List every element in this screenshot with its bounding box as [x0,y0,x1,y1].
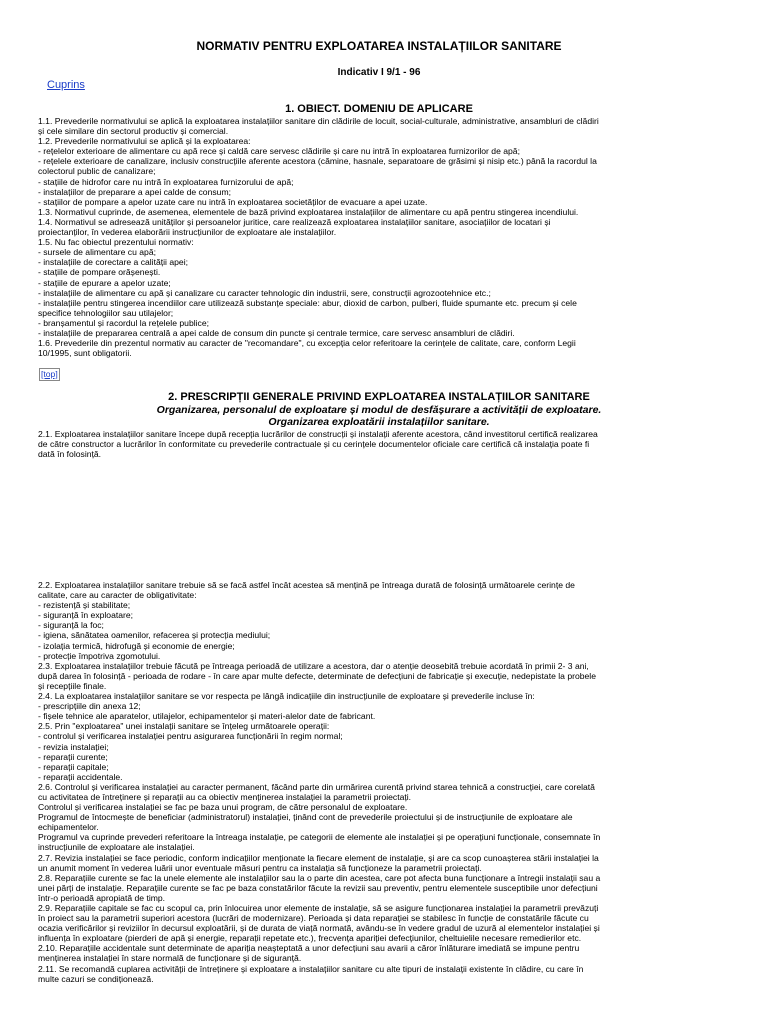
text-line: - reparații capitale; [38,761,109,772]
text-line: 2.6. Controlul și verificarea instalației au caracter permanent, făcând parte din urmărirea curentă privind starea tehnică a construcției, care corelată [38,781,595,792]
text-line: calitate, care au caracter de obligativitate: [38,590,197,601]
text-line: - izolația termică, hidrofugă și economie de energie; [38,640,235,651]
document-indicativ: Indicativ I 9/1 - 96 [337,67,421,78]
section-2-subheading-1: Organizarea, personalul de exploatare și modul de desfășurare a activității de exploatare. [156,404,602,416]
text-line: - instalațiilor de preparare a apei calde de consum; [38,186,231,197]
top-link[interactable]: [top] [41,369,58,379]
text-line: ocazia verificărilor și reviziilor în decursul exploatării, și de durata de viață normată, avându-se în vedere gradul de uzură al elementelor instalației și [38,923,600,934]
text-line: - siguranță în exploatare; [38,610,134,621]
text-line: - prescripțiile din anexa 12; [38,701,141,712]
text-line: 1.4. Normativul se adresează unităților și persoanelor juritice, care realizează exploatarea instalațiilor sanitare, asociațiilor de locatari și [38,216,551,227]
text-line: 2.5. Prin "exploatarea" unei instalații sanitare se înțeleg următoarele operații: [38,721,330,732]
text-line: 1.3. Normativul cuprinde, de asemenea, elementele de bază privind exploatarea instalațiilor de alimentare cu apă pentru stingerea incendiului. [38,206,579,217]
text-line: - rezistență și stabilitate; [38,600,131,611]
text-line: - reparații accidentale. [38,771,123,782]
text-line: multe cazuri se condiționează. [38,973,154,984]
text-line: un anumit moment în vederea luării unor eventuale măsuri pentru ca instalația să funcționeze la parametrii proiectați. [38,862,482,873]
text-line: Controlul și verificarea instalației se fac pe baza unui program, de către personalul de exploatare. [38,802,408,813]
text-line: influența în exploatare (pierderi de apă și energie, reparații repetate etc.), frecvența apariției defecțiunilor, cheltuielile necesare remedierilor etc. [38,933,582,944]
text-line: - revizia instalației; [38,741,109,752]
text-line: - siguranță la foc; [38,620,104,631]
text-line: - stațiile de epurare a apelor uzate; [38,277,171,288]
text-line: 1.2. Prevederile normativului se aplică și la exploatarea: [38,136,251,147]
section-2-heading: 2. PRESCRIPȚII GENERALE PRIVIND EXPLOATAREA INSTALAȚIILOR SANITARE [168,391,590,403]
text-line: menținerea instalației în stare normală de funcționare și de siguranță. [38,953,302,964]
text-line: - rețelele exterioare de canalizare, inclusiv construcțiile aferente acestora (cămine, hasnale, separatoare de grăsimi și nisip etc.) până la racordul la [38,156,597,167]
text-line: într-o perioadă apropiată de timp. [38,892,166,903]
text-line: - branșamentul și racordul la rețelele publice; [38,317,210,328]
text-line: 2.2. Exploatarea instalațiilor sanitare trebuie să se facă astfel încât acestea să mențină pe întreaga durată de folosință următoarele cerințe de [38,580,575,590]
text-line: 1.5. Nu fac obiectul prezentului normativ: [38,237,194,248]
text-line: 1.6. Prevederile din prezentul normativ au caracter de "recomandare", cu excepția celor referitoare la cerințele de calitate, care, conform Legii [38,338,576,349]
text-line: - stațiile de hidrofor care nu intră în exploatarea furnizorului de apă; [38,176,294,187]
text-line: - instalațiile de prepararea centrală a apei calde de consum din puncte și centrale termice, care servesc ansambluri de clădiri. [38,327,515,338]
text-line: - stațiilor de pompare a apelor uzate care nu intră în exploatarea societăților de evacuare a apei uzate. [38,196,428,207]
text-line: Programul de întocmește de beneficiar (administratorul) instalației, ținând cont de prevederile proiectului și de instrucțiunile de exploatare ale [38,812,573,823]
text-line: 2.7. Revizia instalației se face periodic, conform indicațiilor menționate la fiecare element de instalație, și are ca scop cunoașterea stării instalației la [38,852,599,863]
section-2-text-a [38,429,718,459]
text-line: instrucțiunile de exploatare ale instalației. [38,842,195,853]
text-line: de către constructor a lucrărilor în conformitate cu prevederile contractuale și cu cerințele documentelor oficiale care certifică că instalația poate fi [38,439,590,450]
text-line: cu activitatea de întreținere și reparații au ca obiectiv menținerea instalației la parametrii proiectați. [38,791,412,802]
text-line: echipamentelor. [38,822,99,833]
text-line: - instalațiile pentru stingerea incendiilor care utilizează substanțe speciale: abur, dioxid de carbon, pulberi, fluide spumante etc. precum și cele [38,297,577,308]
text-line: - controlul și verificarea instalației pentru asigurarea funcționării în regim normal; [38,731,343,742]
text-line: în proiect sau la parametrii superiori acestora (lucrări de modernizare). Perioada și data reparației se stabilesc în funcție de constatările făcute cu [38,913,589,924]
text-line: colectorul public de canalizare; [38,166,156,177]
text-line: 2.10. Reparațiile accidentale sunt determinate de apariția neașteptată a unor defecțiuni sau avarii a căror înlăturare imediată se impune pentru [38,943,580,954]
text-line: - stațiile de pompare orășenești. [38,267,161,278]
text-line: și recepțiile finale. [38,680,107,691]
text-line: - reparații curente; [38,751,108,762]
text-line: - rețelelor exterioare de alimentare cu apă rece și caldă care servesc clădirile și care nu intră în exploatarea furnizorilor de apă; [38,146,520,157]
text-line: dată în folosință. [38,449,102,460]
text-line: 10/1995, sunt obligatorii. [38,348,132,359]
text-line: 2.9. Reparațiile capitale se fac cu scopul ca, prin înlocuirea unor elemente de instalație, să se asigure funcționarea instalației la parametrii prevăzuți [38,903,599,913]
text-line: unei părți de instalație. Reparațiile curente se fac pe baza constatărilor făcute la revizii sau preventiv, pentru elementele susceptibile unor defecțiuni [38,882,598,893]
text-line: 2.8. Reparațiile curente se fac la unele elemente ale instalațiilor sau la o parte din acestea, care pot afecta buna funcționare a întregii instalații sau a [38,872,601,883]
section-1-heading: 1. OBIECT. DOMENIU DE APLICARE [285,103,473,115]
text-line: 2.4. La exploatarea instalațiilor sanitare se vor respecta pe lângă indicațiile din instrucțiunile de exploatare și prevederile incluse în: [38,691,535,702]
text-line: 2.3. Exploatarea instalațiilor trebuie făcută pe întreaga perioadă de utilizare a acestora, dar o atenție deosebită trebuie acordată în primii 2- 3 ani, [38,660,589,671]
toc-link[interactable]: Cuprins [47,79,85,91]
text-line: și cele similare din sectorul productiv și comercial. [38,126,229,137]
text-line: 2.11. Se recomandă cuplarea activității de întreținere și exploatare a instalațiilor sanitare cu alte tipuri de instalații existente în clădire, cu care în [38,963,584,974]
text-line: - instalațiile de corectare a calității apei; [38,257,188,268]
text-line: 1.1. Prevederile normativului se aplică la exploatarea instalațiilor sanitare din clădirile de locuit, social-culturale, administrative, ansambluri de clădiri [38,116,599,126]
text-line: - protecție împotriva zgomotului. [38,650,161,661]
text-line: proiectanților, în vederea elaborării instrucțiunilor de exploatare ale instalațiilor. [38,227,337,238]
text-line: - sursele de alimentare cu apă; [38,247,156,258]
text-line: după darea în folosință - perioada de rodare - în care apar multe defecte, determinate de defecțiuni de fabricație și execuție, nedepistate la probele [38,670,596,681]
text-line: 2.1. Exploatarea instalațiilor sanitare începe după recepția lucrărilor de construcții și instalații aferente acestora, când investitorul certifică realizarea [38,429,598,439]
text-line: - instalațiile de alimentare cu apă și canalizare cu caracter tehnologic din industrii, sere, construcții agrozootehnice etc.; [38,287,491,298]
text-line: - fișele tehnice ale aparatelor, utilajelor, echipamentelor și materi-alelor date de fabricant. [38,711,376,722]
document-title: NORMATIV PENTRU EXPLOATAREA INSTALAȚIILOR SANITARE [196,39,562,53]
section-2-text-b [38,580,718,984]
text-line: specifice tehnologiilor sau utilajelor; [38,307,174,318]
section-2-subheading-2: Organizarea exploatării instalațiilor sanitare. [268,416,490,428]
text-line: - igiena, sănătatea oamenilor, refacerea și protecția mediului; [38,630,271,641]
section-1-text [38,116,718,358]
text-line: Programul va cuprinde prevederi referitoare la întreaga instalație, pe categorii de elemente ale instalației și pe operațiuni funcționale, consemnate în [38,832,601,843]
